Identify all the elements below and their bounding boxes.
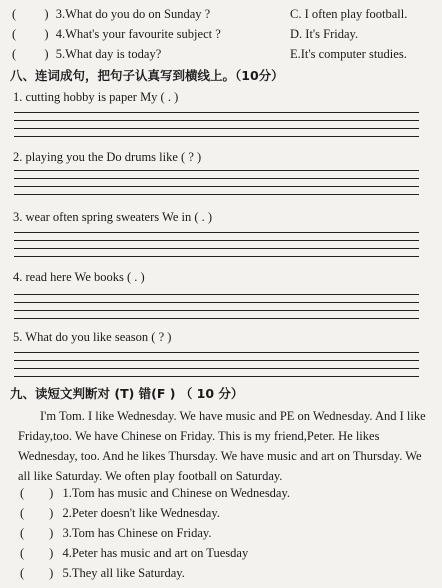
answer-line (14, 170, 419, 171)
answer-line (14, 294, 419, 295)
answer-line (14, 318, 419, 319)
tf-item-4 (20, 546, 248, 561)
answer-line (14, 256, 419, 257)
statement-text: 3.Tom has Chinese on Friday. (62, 526, 212, 540)
answer-line (14, 302, 419, 303)
statement-text: 4.Peter has music and art on Tuesday (62, 546, 249, 560)
match-option-e: E.It's computer studies. (290, 47, 407, 61)
answer-paren-open: ( (12, 7, 17, 21)
tf-item-2 (20, 506, 220, 521)
answer-paren-close: ) (44, 47, 49, 61)
answer-line (14, 360, 419, 361)
answer-paren: ( ) (20, 546, 54, 560)
answer-line (14, 194, 419, 195)
match-item-3 (12, 6, 210, 22)
tf-item-1 (20, 486, 290, 501)
tf-item-5 (20, 566, 185, 581)
match-option-c: C. I often play football. (290, 7, 408, 21)
question-5: 5. What do you like season ( ? ) (13, 330, 172, 344)
answer-paren: ( ) (20, 486, 54, 500)
answer-line (14, 232, 419, 233)
section8-heading: 八、连词成句，把句子认真写到横线上。（10分） (10, 68, 284, 83)
answer-paren: ( ) (20, 506, 54, 520)
question-text: 4.What's your favourite subject ? (55, 27, 221, 41)
statement-text: 5.They all like Saturday. (62, 566, 185, 580)
answer-line (14, 352, 419, 353)
answer-line (14, 128, 419, 129)
answer-paren-close: ) (44, 27, 49, 41)
answer-line (14, 248, 419, 249)
answer-line (14, 240, 419, 241)
question-2: 2. playing you the Do drums like ( ? ) (13, 150, 202, 164)
match-item-4 (12, 26, 221, 42)
answer-line (14, 136, 419, 137)
match-option-d: D. It's Friday. (290, 27, 359, 41)
answer-paren-close: ) (44, 7, 49, 21)
question-text: 3.What do you do on Sunday ? (55, 7, 211, 21)
answer-paren-open: ( (12, 47, 17, 61)
reading-passage: I'm Tom. I like Wednesday. We have music and PE on Wednesday. And I like Friday,too. We have Chinese on Friday. This is my friend,Peter. He likes Wednesday, too. And he likes Thursday. We have music and art on Thursday. We all like Saturday. We often play football on Saturday. (18, 409, 426, 483)
answer-line (14, 178, 419, 179)
answer-line (14, 120, 419, 121)
tf-item-3 (20, 526, 211, 541)
match-item-5 (12, 46, 161, 62)
question-1: 1. cutting hobby is paper My ( . ) (13, 90, 179, 104)
answer-paren: ( ) (20, 526, 54, 540)
statement-text: 1.Tom has music and Chinese on Wednesday. (62, 486, 291, 500)
answer-line (14, 310, 419, 311)
question-3: 3. wear often spring sweaters We in ( . ) (13, 210, 213, 224)
answer-paren: ( ) (20, 566, 54, 580)
statement-text: 2.Peter doesn't like Wednesday. (62, 506, 220, 520)
answer-line (14, 186, 419, 187)
question-4: 4. read here We books ( . ) (13, 270, 145, 284)
answer-line (14, 376, 419, 377)
answer-line (14, 112, 419, 113)
question-text: 5.What day is today? (55, 47, 162, 61)
answer-line (14, 368, 419, 369)
answer-paren-open: ( (12, 27, 17, 41)
section9-heading: 九、读短文判断对 (T) 错(F ) （ 10 分） (10, 386, 244, 401)
